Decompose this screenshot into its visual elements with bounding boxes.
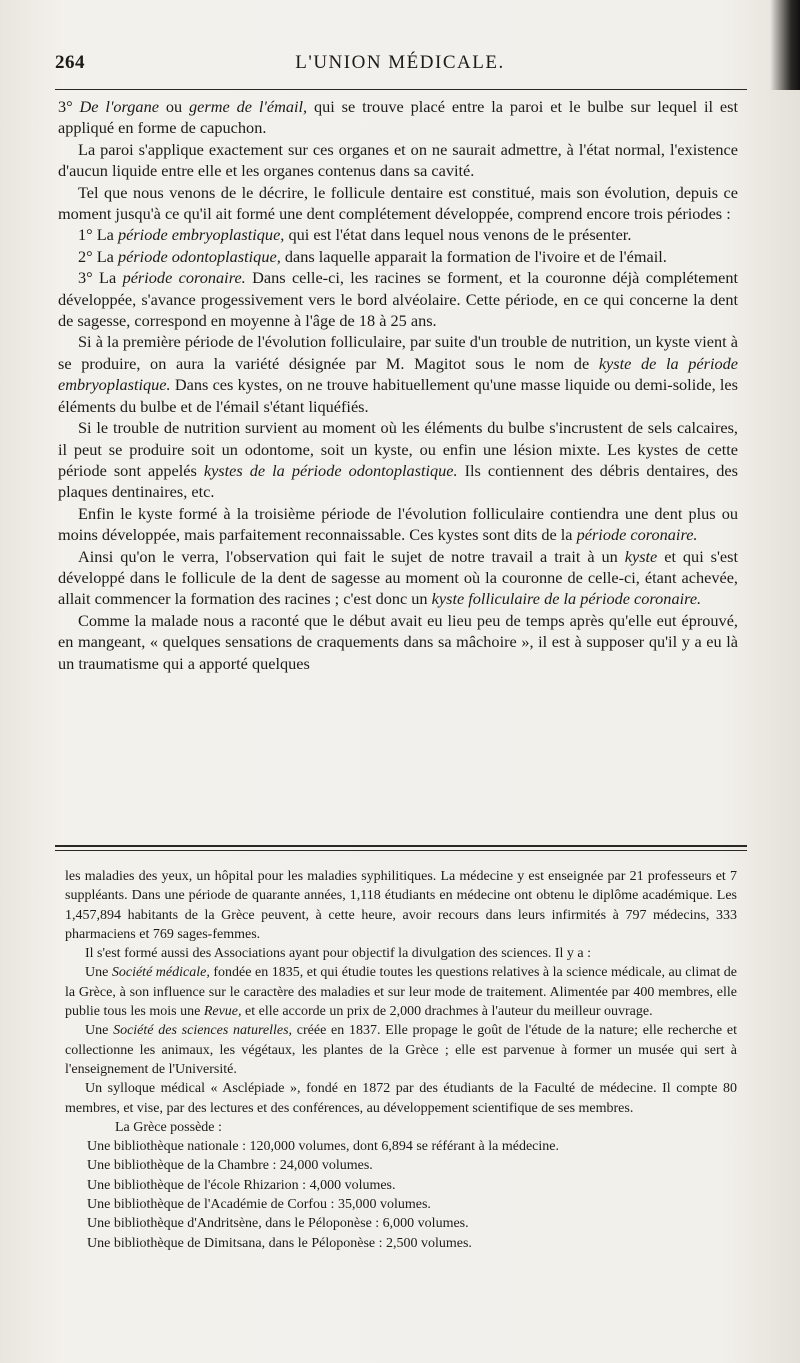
text-run: Enfin le kyste formé à la troisième période de l'évolution folliculaire contiendra une dent plus ou moins développée, mais parfaitement reconnaissable. Ces kystes sont dits de la bbox=[58, 503, 738, 545]
text-run: Comme la malade nous a raconté que le début avait eu lieu peu de temps après qu'elle eut éprouvé, en mangeant, « quelques sensations de craquements dans sa mâchoire », il est à supposer qu'il y a eu là un traumatisme qui a apporté quelques bbox=[58, 610, 738, 673]
library-item: Une bibliothèque de l'école Rhizarion : 4,000 volumes. bbox=[87, 1177, 396, 1193]
italic-text: kystes de la période odontoplastique. bbox=[203, 460, 458, 480]
footnote-separator bbox=[55, 845, 747, 851]
footnote-paragraph-f4 bbox=[65, 1021, 737, 1079]
footnote-paragraph-f2 bbox=[65, 944, 737, 963]
text-run: créée en 1837. Elle propage le goût de l'étude de la nature; elle recherche et collectionne les animaux, les végétaux, les plantes de la Grèce ; elle est parvenue à former un musée qui sert à l'enseignement de l'Université. bbox=[65, 1023, 737, 1077]
text-run: Ainsi qu'on le verra, l'observation qui fait le sujet de notre travail a trait à un bbox=[78, 546, 625, 566]
text-run: Une bbox=[85, 965, 112, 981]
text-run: et elle accorde un prix de 2,000 drachmes à l'auteur du meilleur ouvrage. bbox=[241, 1004, 653, 1020]
library-item: Une bibliothèque de la Chambre : 24,000 volumes. bbox=[87, 1158, 373, 1174]
text-run: 1° La bbox=[78, 225, 118, 245]
running-title: L'UNION MÉDICALE. bbox=[295, 52, 505, 73]
header-rule bbox=[55, 89, 747, 90]
main-paragraph-p2 bbox=[58, 139, 738, 182]
text-run: qui se trouve placé entre la paroi et le bulbe sur lequel il est appliqué en forme de capuchon. bbox=[58, 97, 739, 138]
library-heading: La Grèce possède : bbox=[115, 1119, 222, 1135]
footnote bbox=[65, 867, 737, 1253]
main-paragraph-p11 bbox=[58, 610, 738, 674]
footnote-paragraph-f5 bbox=[65, 1079, 737, 1118]
text-run: qui est l'état dans lequel nous venons de le présenter. bbox=[284, 225, 632, 245]
text-run: fondée en 1835, et qui étudie toutes les questions relatives à la science médicale, au climat de la Grèce, à son influence sur le caractère des maladies et sur leur mode de traitement. Alimentée par 400 membres, elle publie tous les mois une bbox=[65, 965, 738, 1020]
footnote-paragraph-f1 bbox=[65, 867, 737, 944]
text-run: 3° bbox=[58, 97, 80, 116]
text-run: Si à la première période de l'évolution folliculaire, par suite d'un trouble de nutrition, un kyste vient à se produire, on aura la variété désignée par M. Magitot sous le nom de bbox=[58, 332, 738, 373]
main-paragraph-p1 bbox=[58, 96, 738, 139]
text-run: dans laquelle apparait la formation de l'ivoire et de l'émail. bbox=[280, 246, 667, 266]
main-text bbox=[58, 96, 738, 674]
italic-text: De l'organe bbox=[79, 97, 159, 116]
italic-text: Revue, bbox=[203, 1004, 242, 1020]
library-item: Une bibliothèque nationale : 120,000 volumes, dont 6,894 se référant à la médecine. bbox=[87, 1139, 559, 1155]
text-run: Ils contiennent des débris dentaires, des plaques dentinaires, etc. bbox=[58, 460, 738, 502]
page-header bbox=[55, 50, 745, 84]
library-item: Une bibliothèque de l'Académie de Corfou : 35,000 volumes. bbox=[87, 1197, 431, 1213]
main-paragraph-p9 bbox=[58, 503, 738, 546]
text-run: et qui s'est développé dans le follicule de la dent de sagesse au moment où la couronne de celle-ci, étant achevée, allait commencer la formation des racines ; c'est donc un bbox=[58, 546, 739, 609]
text-run: Il s'est formé aussi des Associations ayant pour objectif la divulgation des sciences. Il y a : bbox=[85, 946, 592, 962]
text-run: 2° La bbox=[78, 246, 118, 266]
page-number: 264 bbox=[55, 52, 85, 73]
text-run: Une bbox=[85, 1023, 114, 1039]
main-paragraph-p7 bbox=[58, 331, 738, 417]
main-paragraph-p10 bbox=[58, 546, 738, 610]
footnote-paragraph-f3 bbox=[65, 963, 737, 1021]
page-edge-shadow bbox=[770, 0, 800, 90]
text-run: ou bbox=[158, 97, 190, 116]
main-paragraph-p5 bbox=[58, 246, 738, 267]
text-run: Un sylloque médical « Asclépiade », fondé en 1872 par des étudiants de la Faculté de médecine. Il compte 80 membres, et vise, par des lectures et des conférences, au développement scientifique de ses membres. bbox=[65, 1081, 737, 1116]
text-run: Dans ces kystes, on ne trouve habituellement qu'une masse liquide ou demi-solide, les éléments du bulbe et de l'émail s'étant liquéfiés. bbox=[58, 375, 738, 416]
main-paragraph-p6 bbox=[58, 267, 738, 331]
italic-text: kyste de la période embryoplastique. bbox=[58, 353, 739, 395]
italic-text: Société médicale, bbox=[111, 965, 210, 981]
text-run: La paroi s'applique exactement sur ces organes et on ne saurait admettre, à l'état normal, l'existence d'aucun liquide entre elle et les organes contenus dans sa cavité. bbox=[58, 139, 738, 181]
text-run: Tel que nous venons de le décrire, le follicule dentaire est constitué, mais son évolution, depuis ce moment jusqu'à ce qu'il ait formé une dent complétement développée, comprend encore trois périodes : bbox=[58, 182, 738, 224]
main-paragraph-p3 bbox=[58, 182, 738, 225]
italic-text: période coronaire. bbox=[576, 525, 698, 545]
library-item: Une bibliothèque de Dimitsana, dans le Péloponèse : 2,500 volumes. bbox=[87, 1235, 472, 1251]
text-run: 3° La bbox=[78, 268, 123, 288]
italic-text: kyste bbox=[624, 546, 658, 566]
italic-text: germe de l'émail, bbox=[189, 97, 308, 116]
italic-text: kyste folliculaire de la période coronaire. bbox=[431, 589, 702, 609]
italic-text: période embryoplastique, bbox=[117, 225, 285, 245]
library-list bbox=[65, 1137, 737, 1253]
footnote-paragraphs bbox=[65, 867, 737, 1118]
main-paragraph-p8 bbox=[58, 417, 738, 503]
main-paragraph-p4 bbox=[58, 224, 738, 245]
italic-text: période odontoplastique, bbox=[117, 246, 281, 266]
italic-text: Société des sciences naturelles, bbox=[113, 1023, 293, 1039]
italic-text: période coronaire. bbox=[122, 268, 246, 288]
text-run: Dans celle-ci, les racines se forment, et la couronne déjà complétement développée, s'avance progessivement vers le bord alvéolaire. Cette période, en ce qui concerne la dent de sagesse, correspond en moyenne à l'âge de 18 à 25 ans. bbox=[58, 268, 738, 331]
text-run: Si le trouble de nutrition survient au moment où les éléments du bulbe s'incrustent de sels calcaires, il peut se produire soit un odontome, soit un kyste, ou enfin une lésion mixte. Les kystes de cette période sont appelés bbox=[58, 418, 738, 480]
text-run: les maladies des yeux, un hôpital pour les maladies syphilitiques. La médecine y est enseignée par 21 professeurs et 7 suppléants. Dans une période de quarante années, 1,118 étudiants en médecine ont obtenu le diplôme académique. Les 1,457,894 habitants de la Grèce peuvent, à cette heure, avoir recours dans leurs infirmités à 797 médecins, 333 pharmaciens et 769 sages-femmes. bbox=[65, 869, 737, 942]
library-item: Une bibliothèque d'Andritsène, dans le Péloponèse : 6,000 volumes. bbox=[87, 1216, 469, 1232]
